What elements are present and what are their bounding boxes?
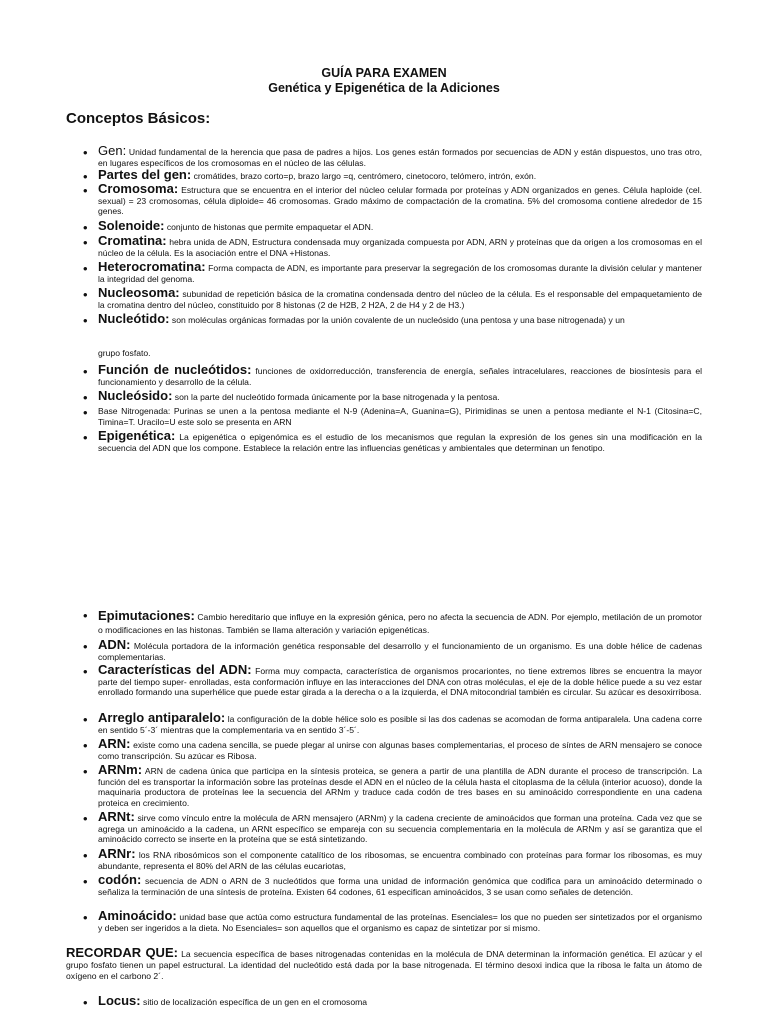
term-definition: La epigenética o epigenómica es el estudio de los mecanismos que regulan la expresión de los genes sin una modificación en la secuencia del ADN que los compone. Establece la relación entre las influencias genéticas y ambientales que determinan un fenotipo. (98, 432, 702, 453)
term-label: Locus: (98, 993, 141, 1008)
term-label: Arreglo antiparalelo: (98, 710, 226, 725)
term-definition: los RNA ribosómicos son el componente catalítico de los ribosomas, se encuentra combinado con proteínas para formar los ribosomas, es muy abundante, representa el 80% del ARN de las células eucariotas, (98, 850, 702, 871)
term-label: ARNr: (98, 846, 136, 861)
term-definition: existe como una cadena sencilla, se puede plegar al unirse con algunas bases complementarias, el proceso de síntes de ARN mensajero se conoce como transcripción. Su azúcar es Ribosa. (98, 740, 702, 761)
term-label: Nucleótido: (98, 311, 170, 326)
term-definition: Base Nitrogenada: Purinas se unen a la pentosa mediante el N-9 (Adenina=A, Guanina=G), Pirimidinas se unen a pentosa mediante el N-1 (Citosina=C, Timina=T. Uracilo=U este solo se presenta en ARN (98, 406, 702, 427)
term-definition: son moléculas orgánicas formadas por la unión covalente de un nucleósido (una pentosa y una base nitrogenada) y un (171, 315, 625, 325)
list-item-arreglo-antiparalelo (98, 710, 702, 735)
list-item-locus (98, 993, 702, 1008)
list-item-caracteristicas-del-adn (98, 662, 702, 698)
term-label: Partes del gen: (98, 167, 192, 182)
term-definition: sirve como vínculo entre la molécula de ARN mensajero (ARNm) y la cadena creciente de aminoácidos que forman una proteína. Cada vez que se agrega un aminoácido a la cadena, un ARNt específico se empareja con su secuencia complementaria en la molécula de ARNm y así se garantiza que el aminoácido correcto se inserte en la proteína que se está sintetizando. (98, 813, 702, 845)
term-definition: hebra unida de ADN, Estructura condensada muy organizada compuesta por ADN, ARN y proteínas que da origen a los cromosomas en el núcleo de la célula. Es la asociación entre el DNA +Histonas. (98, 237, 702, 258)
list-item-gen (98, 143, 703, 168)
list-item-partes-del-gen (98, 167, 702, 182)
document-subtitle: Genética y Epigenética de la Adiciones (268, 81, 500, 95)
nucleotido-continuation: grupo fosfato. (98, 348, 151, 358)
term-definition: ARN de cadena única que participa en la síntesis proteica, se genera a partir de una plantilla de ADN durante el proceso de transcripción. La función del es transportar la información sobre las proteínas desde el ADN en el núcleo de la célula hasta el citoplasma de la célula (interior acuoso), donde la maquinaria productora de proteínas lee la secuencia del ARNm y traduce cada codón de tres bases en su aminoácido correspondiente en una cadena proteica en crecimiento. (98, 766, 702, 808)
term-label: Cromatina: (98, 233, 167, 248)
list-item-aminoacido (98, 908, 702, 933)
list-item-base-nitrogenada (98, 406, 702, 427)
term-label: ARN: (98, 736, 131, 751)
section-heading: Conceptos Básicos: (66, 110, 211, 127)
term-definition: subunidad de repetición básica de la cromatina condensada dentro del núcleo de la célula. Es el responsable del empaquetamiento de la cromatina dentro del núcleo, constituido por 8 histonas (2 de H2B, 2 H2A, 2 de H4 y 2 de H3.) (98, 289, 702, 310)
list-item-arnm (98, 762, 702, 808)
list-item-cromosoma (98, 181, 702, 217)
list-item-heterocromatina (98, 259, 703, 284)
term-definition: funciones de oxidorreducción, transferencia de energía, señales intracelulares, reacciones de biosíntesis para el funcionamiento y desarrollo de la célula. (98, 366, 703, 387)
term-label: Solenoide: (98, 218, 165, 233)
list-item-nucleosoma (98, 285, 702, 310)
term-label: Gen: (98, 143, 127, 158)
term-definition: Molécula portadora de la información genética responsable del desarrollo y el funcionamiento de un organismo. Es una doble hélice de cadenas complementarias. (98, 641, 702, 662)
term-definition: unidad base que actúa como estructura fundamental de las proteínas. Esenciales= los que no pueden ser sintetizados por el organismo y deben ser ingeridos a la dieta. No Esenciales= son aquellos que el organismo es capaz de sintetizar por si mismo. (98, 912, 702, 933)
term-definition: cromátides, brazo corto=p, brazo largo =q, centrómero, cinetocoro, telómero, intrón, exón. (193, 171, 537, 181)
term-definition: Unidad fundamental de la herencia que pasa de padres a hijos. Los genes están formados por secuencias de ADN y están dispuestos, uno tras otro, en lugares específicos de los cromosomas en el núcleo de las células. (98, 147, 703, 168)
list-item-cromatina (98, 233, 702, 258)
document-title: GUÍA PARA EXAMEN (321, 66, 447, 80)
term-definition: Forma muy compacta, característica de organismos procariontes, no tiene extremos libres se encuentra la mayor parte del tiempo super- enrolladas, esta conformación influye en las interacciones del DNA con otras moléculas, el eje de la doble hélice puede a su vez estar enrollado formando una superhélice que puede estar girada a la derecha o a la izquierda, el DNA mitocondrial también es circular. Su azúcar es desoxirribosa. (98, 666, 702, 698)
term-definition: Estructura que se encuentra en el interior del núcleo celular formada por proteínas y ADN organizados en genes. Célula haploide (cel. sexual) = 23 cromosomas, célula diploide= 46 cromosomas. Grado máximo de compactación de la cromatina. 5% del cromosoma contiene alrededor de 15 genes. (98, 185, 702, 217)
list-item-epigenetica (98, 428, 702, 453)
term-definition: conjunto de histonas que permite empaquetar el ADN. (166, 222, 374, 232)
list-item-adn (98, 637, 702, 662)
term-definition: la configuración de la doble hélice solo es posible si las dos cadenas se acomodan de forma antiparalela. Una cadena corre en sentido 5´-3´ mientras que la complementaria va en sentido 3´-5´. (98, 714, 702, 735)
term-label: Características del ADN: (98, 662, 252, 677)
list-item-arn (98, 736, 702, 761)
term-label: ARNt: (98, 809, 135, 824)
recordar-paragraph (66, 947, 702, 982)
recordar-label: RECORDAR QUE: (66, 945, 178, 960)
list-item-nucleosido (98, 388, 702, 403)
term-definition: secuencia de ADN o ARN de 3 nucleótidos que forma una unidad de información genómica que codifica para un aminoácido determinado o señaliza la terminación de una síntesis de proteína. Existen 64 codones, 61 especifican aminoácidos, 3 se usan como señales de detención. (98, 876, 702, 897)
list-item-solenoide (98, 218, 702, 233)
term-label: Epimutaciones: (98, 608, 195, 623)
term-label: Nucleósido: (98, 388, 173, 403)
term-label: codón: (98, 872, 142, 887)
term-label: Cromosoma: (98, 181, 179, 196)
list-item-arnt (98, 809, 702, 845)
term-label: Epigenética: (98, 428, 176, 443)
list-item-nucleotido (98, 311, 702, 326)
recordar-text: La secuencia específica de bases nitrogenadas contenidas en la molécula de DNA determinan la información genética. El azúcar y el grupo fosfato tienen un papel estructural. La identidad del nucleótido está dada por la base nitrogenada. El término desoxi indica que la ribosa le falta un átomo de oxígeno en el carbono 2´. (66, 949, 702, 981)
term-label: ARNm: (98, 762, 143, 777)
term-label: ADN: (98, 637, 131, 652)
term-label: Heterocromatina: (98, 259, 206, 274)
list-item-funcion-de-nucleotidos (98, 362, 703, 387)
term-definition: Forma compacta de ADN, es importante para preservar la segregación de los cromosomas durante la división celular y mantener la integridad del genoma. (98, 263, 703, 284)
list-item-epimutaciones (98, 609, 702, 637)
term-definition: sitio de localización específica de un gen en el cromosoma (143, 997, 368, 1007)
list-item-arnr (98, 846, 702, 871)
term-label: Aminoácido: (98, 908, 177, 923)
term-label: Función de nucleótidos: (98, 362, 252, 377)
term-label: Nucleosoma: (98, 285, 180, 300)
term-definition: Cambio hereditario que influye en la expresión génica, pero no afecta la secuencia de ADN. Por ejemplo, metilación de un promotor o modificaciones en las histonas. También se llama alteración y variación epigenéticas. (98, 612, 703, 635)
term-definition: son la parte del nucleótido formada únicamente por la base nitrogenada y la pentosa. (174, 392, 500, 402)
list-item-codon (98, 872, 702, 897)
